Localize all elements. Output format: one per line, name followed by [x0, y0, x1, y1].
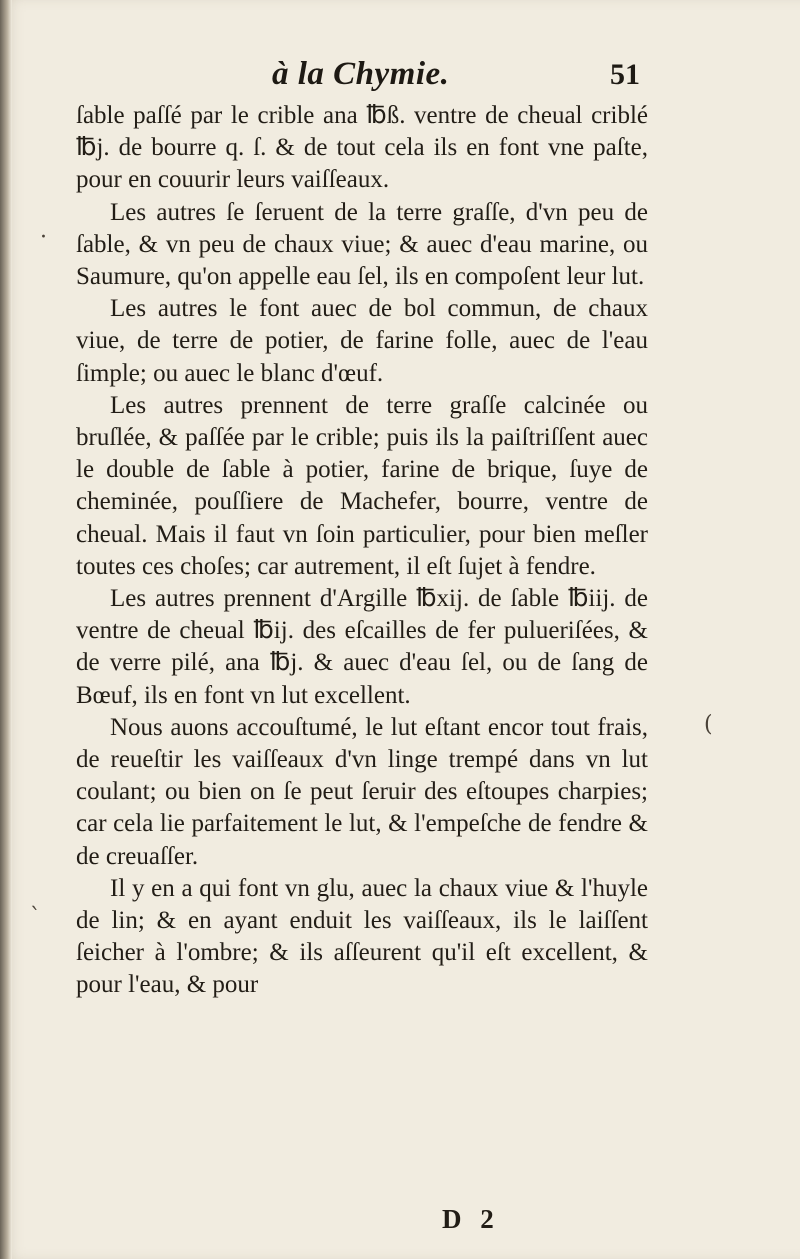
paragraph: Les autres prennent d'Argille ℔xij. de ſable ℔iij. de ventre de cheual ℔ij. des eſcailles de fer pulueriſées, & de verre pilé, ana ℔j. & auec d'eau ſel, ou de ſang de Bœuf, ils en font vn lut excellent.	[76, 585, 648, 709]
paragraph: Les autres prennent de terre graſſe calcinée ou bruſlée, & paſſée par le crible; puis ils la paiſtriſſent auec le double de ſable à potier, farine de brique, ſuye de cheminée, pouſſiere de Machefer, bourre, ventre de cheual. Mais il faut vn ſoin particulier, pour bien meſler toutes ces choſes; car autrement, il eſt ſujet à fendre.	[76, 391, 648, 580]
margin-speck: ·	[40, 225, 47, 250]
running-title: à la Chymie.	[272, 56, 450, 92]
paragraph: Il y en a qui font vn glu, auec la chaux viue & l'huyle de lin; & en ayant enduit les vaiſſeaux, ils le laiſſent ſeicher à l'ombre; & ils aſſeurent qu'il eſt excellent, & pour l'eau, & pour	[76, 874, 648, 999]
paragraph: Les autres ſe ſeruent de la terre graſſe, d'vn peu de ſable, & vn peu de chaux viue; & auec d'eau marine, ou Saumure, qu'on appelle eau ſel, ils en compoſent leur lut.	[76, 198, 648, 291]
body-text	[76, 100, 648, 1002]
signature-mark: D 2	[442, 1204, 500, 1234]
paragraph: Nous auons accouſtumé, le lut eſtant encor tout frais, de reueſtir les vaiſſeaux d'vn linge trempé dans vn lut coulant; ou bien on ſe peut ſeruir des eſtoupes charpies; car cela lie parfaitement le lut, & l'empeſche de fendre & de creuaſſer.	[76, 713, 648, 870]
running-head	[0, 56, 800, 96]
paragraph: Les autres le font auec de bol commun, de chaux viue, de terre de potier, de farine folle, auec de l'eau ſimple; ou auec le blanc d'œuf.	[76, 295, 648, 387]
margin-speck: ˋ	[30, 905, 41, 930]
paragraph: ſable paſſé par le crible ana ℔ß. ventre de cheual criblé ℔j. de bourre q. ſ. & de tout cela ils en font vne paſte, pour en couurir leurs vaiſſeaux.	[76, 102, 648, 194]
margin-speck: (	[704, 712, 713, 737]
binding-gutter	[0, 0, 12, 1259]
page-number: 51	[610, 58, 640, 91]
